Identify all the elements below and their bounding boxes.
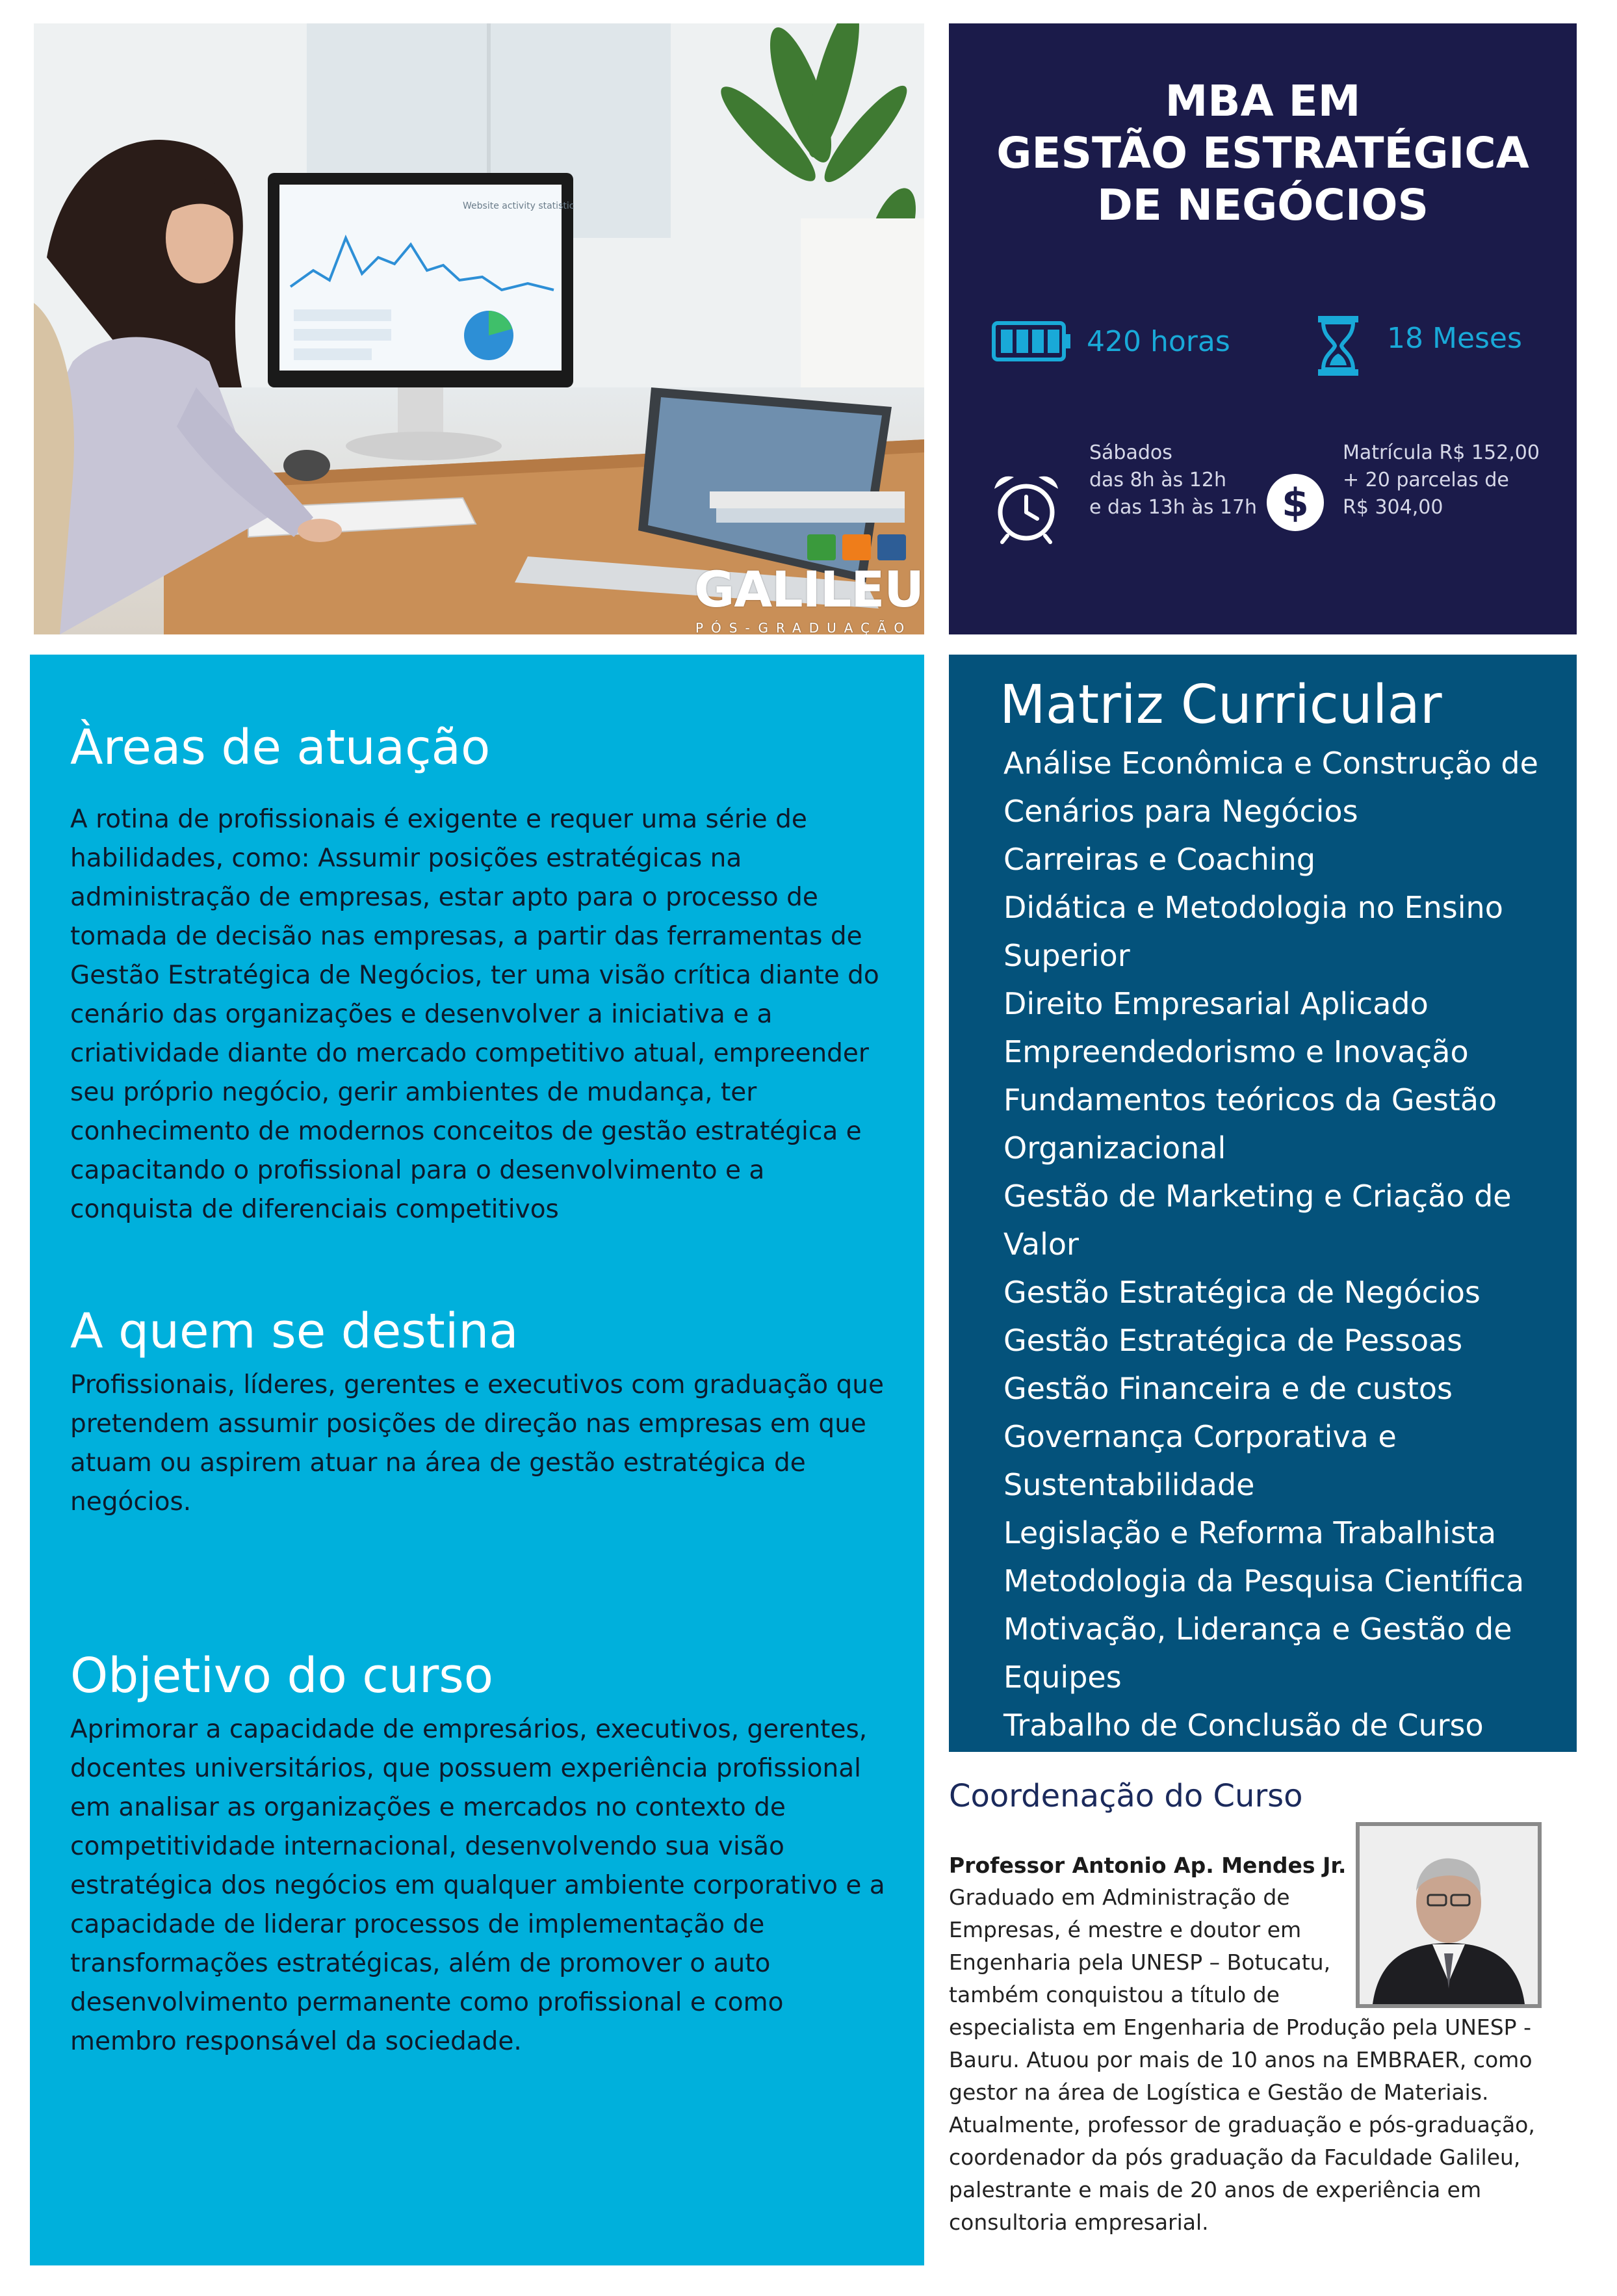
- curriculum-item: Legislação e Reforma Trabalhista: [1003, 1515, 1497, 1550]
- curriculum-item: Direito Empresarial Aplicado: [1003, 986, 1429, 1021]
- curriculum-item: Gestão Estratégica de Negócios: [1003, 1275, 1481, 1310]
- curriculum-list: [1003, 739, 1562, 1749]
- price-line-3: R$ 304,00: [1343, 496, 1443, 519]
- logo-square-orange: [842, 534, 871, 560]
- hourglass-icon: [1317, 315, 1360, 377]
- curriculum-item: Empreendedorismo e Inovação: [1003, 1034, 1469, 1069]
- logo-brand: GALILEU: [694, 560, 924, 618]
- coordinator-bio-top: [949, 1881, 1339, 2011]
- course-title-line-2: GESTÃO ESTRATÉGICA: [996, 128, 1529, 178]
- duration-value: 18 Meses: [1387, 321, 1522, 355]
- coordination-heading: Coordenação do Curso: [949, 1778, 1303, 1814]
- price-line-2: + 20 parcelas de: [1343, 469, 1509, 491]
- coordinator-name: Professor Antonio Ap. Mendes Jr.: [949, 1853, 1347, 1878]
- price-text: [1343, 439, 1540, 521]
- schedule-line-3: e das 13h às 17h: [1089, 496, 1258, 519]
- duration-stat: [1317, 315, 1522, 377]
- bio-line: também conquistou a título de: [949, 1982, 1280, 2007]
- course-title-panel: [949, 23, 1577, 634]
- hours-value: 420 horas: [1087, 324, 1230, 358]
- course-title-line-1: MBA EM: [1165, 76, 1361, 126]
- bio-line: Engenharia pela UNESP – Botucatu,: [949, 1950, 1331, 1975]
- svg-text:$: $: [1282, 480, 1309, 526]
- objective-heading: Objetivo do curso: [70, 1648, 494, 1704]
- price-stat: [1265, 439, 1540, 533]
- curriculum-item: Gestão Estratégica de Pessoas: [1003, 1323, 1463, 1358]
- curriculum-panel: [949, 655, 1577, 1752]
- curriculum-item: Gestão Financeira e de custos: [1003, 1371, 1453, 1406]
- galileu-logo: [658, 508, 924, 634]
- monitor-title: Website activity statistic: [463, 201, 575, 211]
- curriculum-item: Governança Corporativa e Sustentabilidade: [1003, 1419, 1397, 1502]
- curriculum-item: Carreiras e Coaching: [1003, 842, 1316, 877]
- curriculum-item: Motivação, Liderança e Gestão de Equipes: [1003, 1611, 1512, 1695]
- curriculum-item: Análise Econômica e Construção de Cenários para Negócios: [1003, 746, 1538, 829]
- info-column: [30, 655, 924, 2265]
- audience-heading: A quem se destina: [70, 1303, 519, 1359]
- course-title-line-3: DE NEGÓCIOS: [1096, 180, 1429, 230]
- logo-tagline: PÓS-GRADUAÇÃO: [695, 620, 912, 634]
- objective-text: Aprimorar a capacidade de empresários, executivos, gerentes, docentes universitários, que possuem experiência profissional em analisar as organizações e mercados no contexto de competitividade internacional, desenvolvendo sua visão estratégica dos negócios em qualquer ambiente corporativo e a capacidade de liderar processos de implementação de transformações estratégicas, além de promover o auto desenvolvimento permanente como profissional e como membro responsável da sociedade.: [70, 1715, 885, 2056]
- areas-text: A rotina de profissionais é exigente e requer uma série de habilidades, como: Assumir posições estratégicas na administração de empresas, estar apto para o processo de tomada de decisão nas empresas, a partir das ferramentas de Gestão Estratégica de Negócios, ter uma visão crítica diante do cenário das organizações e desenvolver a iniciativa e a criatividade diante do mercado competitivo atual, empreender seu próprio negócio, gerir ambientes de mudança, ter conhecimento de modernos conceitos de gestão estratégica e capacitando o profissional para o desenvolvimento e a conquista de diferenciais competitivos: [70, 805, 879, 1224]
- course-title: [949, 75, 1577, 231]
- hero-photo: [34, 23, 924, 634]
- areas-heading: Àreas de atuação: [70, 720, 491, 776]
- bio-line: Graduado em Administração de: [949, 1885, 1290, 1910]
- curriculum-item: Gestão de Marketing e Criação de Valor: [1003, 1179, 1512, 1262]
- logo-square-blue: [877, 534, 906, 560]
- schedule-line-1: Sábados: [1089, 441, 1172, 464]
- curriculum-item: Fundamentos teóricos da Gestão Organizacional: [1003, 1082, 1497, 1166]
- logo-square-green: [807, 534, 836, 560]
- audience-text: Profissionais, líderes, gerentes e executivos com graduação que pretendem assumir posições de direção nas empresas em que atuam ou aspirem atuar na área de gestão estratégica de negócios.: [70, 1370, 885, 1517]
- curriculum-heading: Matriz Curricular: [1000, 674, 1442, 736]
- battery-icon: [992, 321, 1072, 361]
- alarm-clock-icon: [992, 472, 1061, 545]
- curriculum-item: Metodologia da Pesquisa Científica: [1003, 1563, 1525, 1598]
- coordinator-bio-bottom: especialista em Engenharia de Produção pela UNESP - Bauru. Atuou por mais de 10 anos na EMBRAER, como gestor na área de Logística e Gestão de Materiais. Atualmente, professor de graduação e pós-graduação, coordenador da pós graduação da Faculdade Galileu, palestrante e mais de 20 anos de experiência em consultoria empresarial.: [949, 2015, 1535, 2235]
- coordinator-photo: [1356, 1822, 1542, 2008]
- bio-line: Empresas, é mestre e doutor em: [949, 1917, 1302, 1942]
- curriculum-item: Trabalho de Conclusão de Curso: [1003, 1708, 1484, 1743]
- price-line-1: Matrícula R$ 152,00: [1343, 441, 1540, 464]
- schedule-line-2: das 8h às 12h: [1089, 469, 1226, 491]
- dollar-icon: [1265, 472, 1326, 533]
- curriculum-item: Didática e Metodologia no Ensino Superior: [1003, 890, 1503, 973]
- hours-stat: [992, 321, 1230, 361]
- schedule-text: [1089, 439, 1257, 521]
- schedule-stat: [992, 439, 1257, 545]
- coordinator-portrait: [1360, 1826, 1538, 2004]
